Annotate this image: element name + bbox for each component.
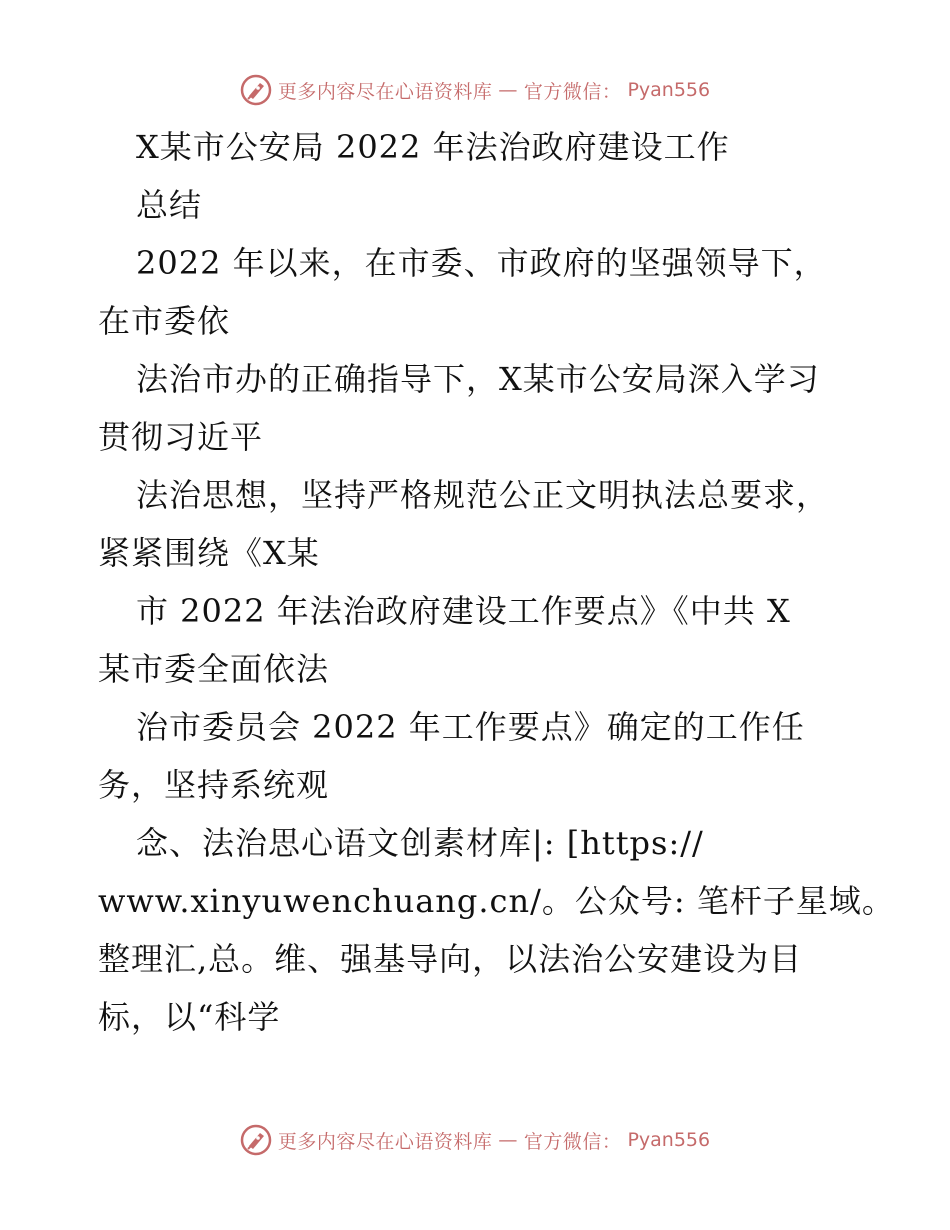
- paragraph-line: 市 2022 年法治政府建设工作要点》《中共 X: [136, 592, 791, 630]
- watermark-official: 官方微信：: [523, 80, 622, 103]
- paragraph-line: 治市委员会 2022 年工作要点》确定的工作任: [136, 708, 805, 746]
- paragraph-line: 某市委全面依法: [98, 650, 330, 688]
- watermark-dash: —: [498, 1129, 518, 1151]
- paragraph-line: 法治市办的正确指导下，X某市公安局深入学习: [136, 360, 820, 398]
- paragraph-line: 念、法治思心语文创素材库|: [https://: [136, 824, 704, 862]
- watermark-wechat: Pyan556: [627, 79, 711, 101]
- paragraph-line: 整理汇,总。维、强基导向，以法治公安建设为目: [98, 940, 803, 978]
- watermark-dash: —: [498, 79, 518, 101]
- footer-watermark: [0, 1120, 950, 1160]
- watermark-content: [240, 74, 710, 106]
- title-line-2: 总结: [136, 186, 203, 224]
- watermark-wechat: Pyan556: [627, 1129, 711, 1151]
- fountain-pen-logo-icon: [240, 74, 272, 106]
- watermark-official: 官方微信：: [523, 1130, 622, 1153]
- paragraph-line: 在市委依: [98, 302, 231, 340]
- paragraph-line: 标，以“科学: [98, 998, 281, 1036]
- watermark-text: 更多内容尽在心语资料库: [277, 80, 493, 103]
- watermark-content: [240, 1124, 710, 1156]
- header-watermark: [0, 70, 950, 110]
- title-line-1: X某市公安局 2022 年法治政府建设工作: [136, 128, 730, 166]
- paragraph-line: 贯彻习近平: [98, 418, 264, 456]
- fountain-pen-logo-icon: [240, 1124, 272, 1156]
- document-body: [98, 118, 895, 1046]
- paragraph-line: 紧紧围绕《X某: [98, 534, 320, 572]
- watermark-text: 更多内容尽在心语资料库: [277, 1130, 493, 1153]
- paragraph-line: 法治思想，坚持严格规范公正文明执法总要求，: [136, 476, 830, 514]
- paragraph-line: www.xinyuwenchuang.cn/。公众号: 笔杆子星域。: [98, 882, 895, 920]
- paragraph-line: 务，坚持系统观: [98, 766, 330, 804]
- paragraph-line: 2022 年以来，在市委、市政府的坚强领导下，: [136, 244, 827, 282]
